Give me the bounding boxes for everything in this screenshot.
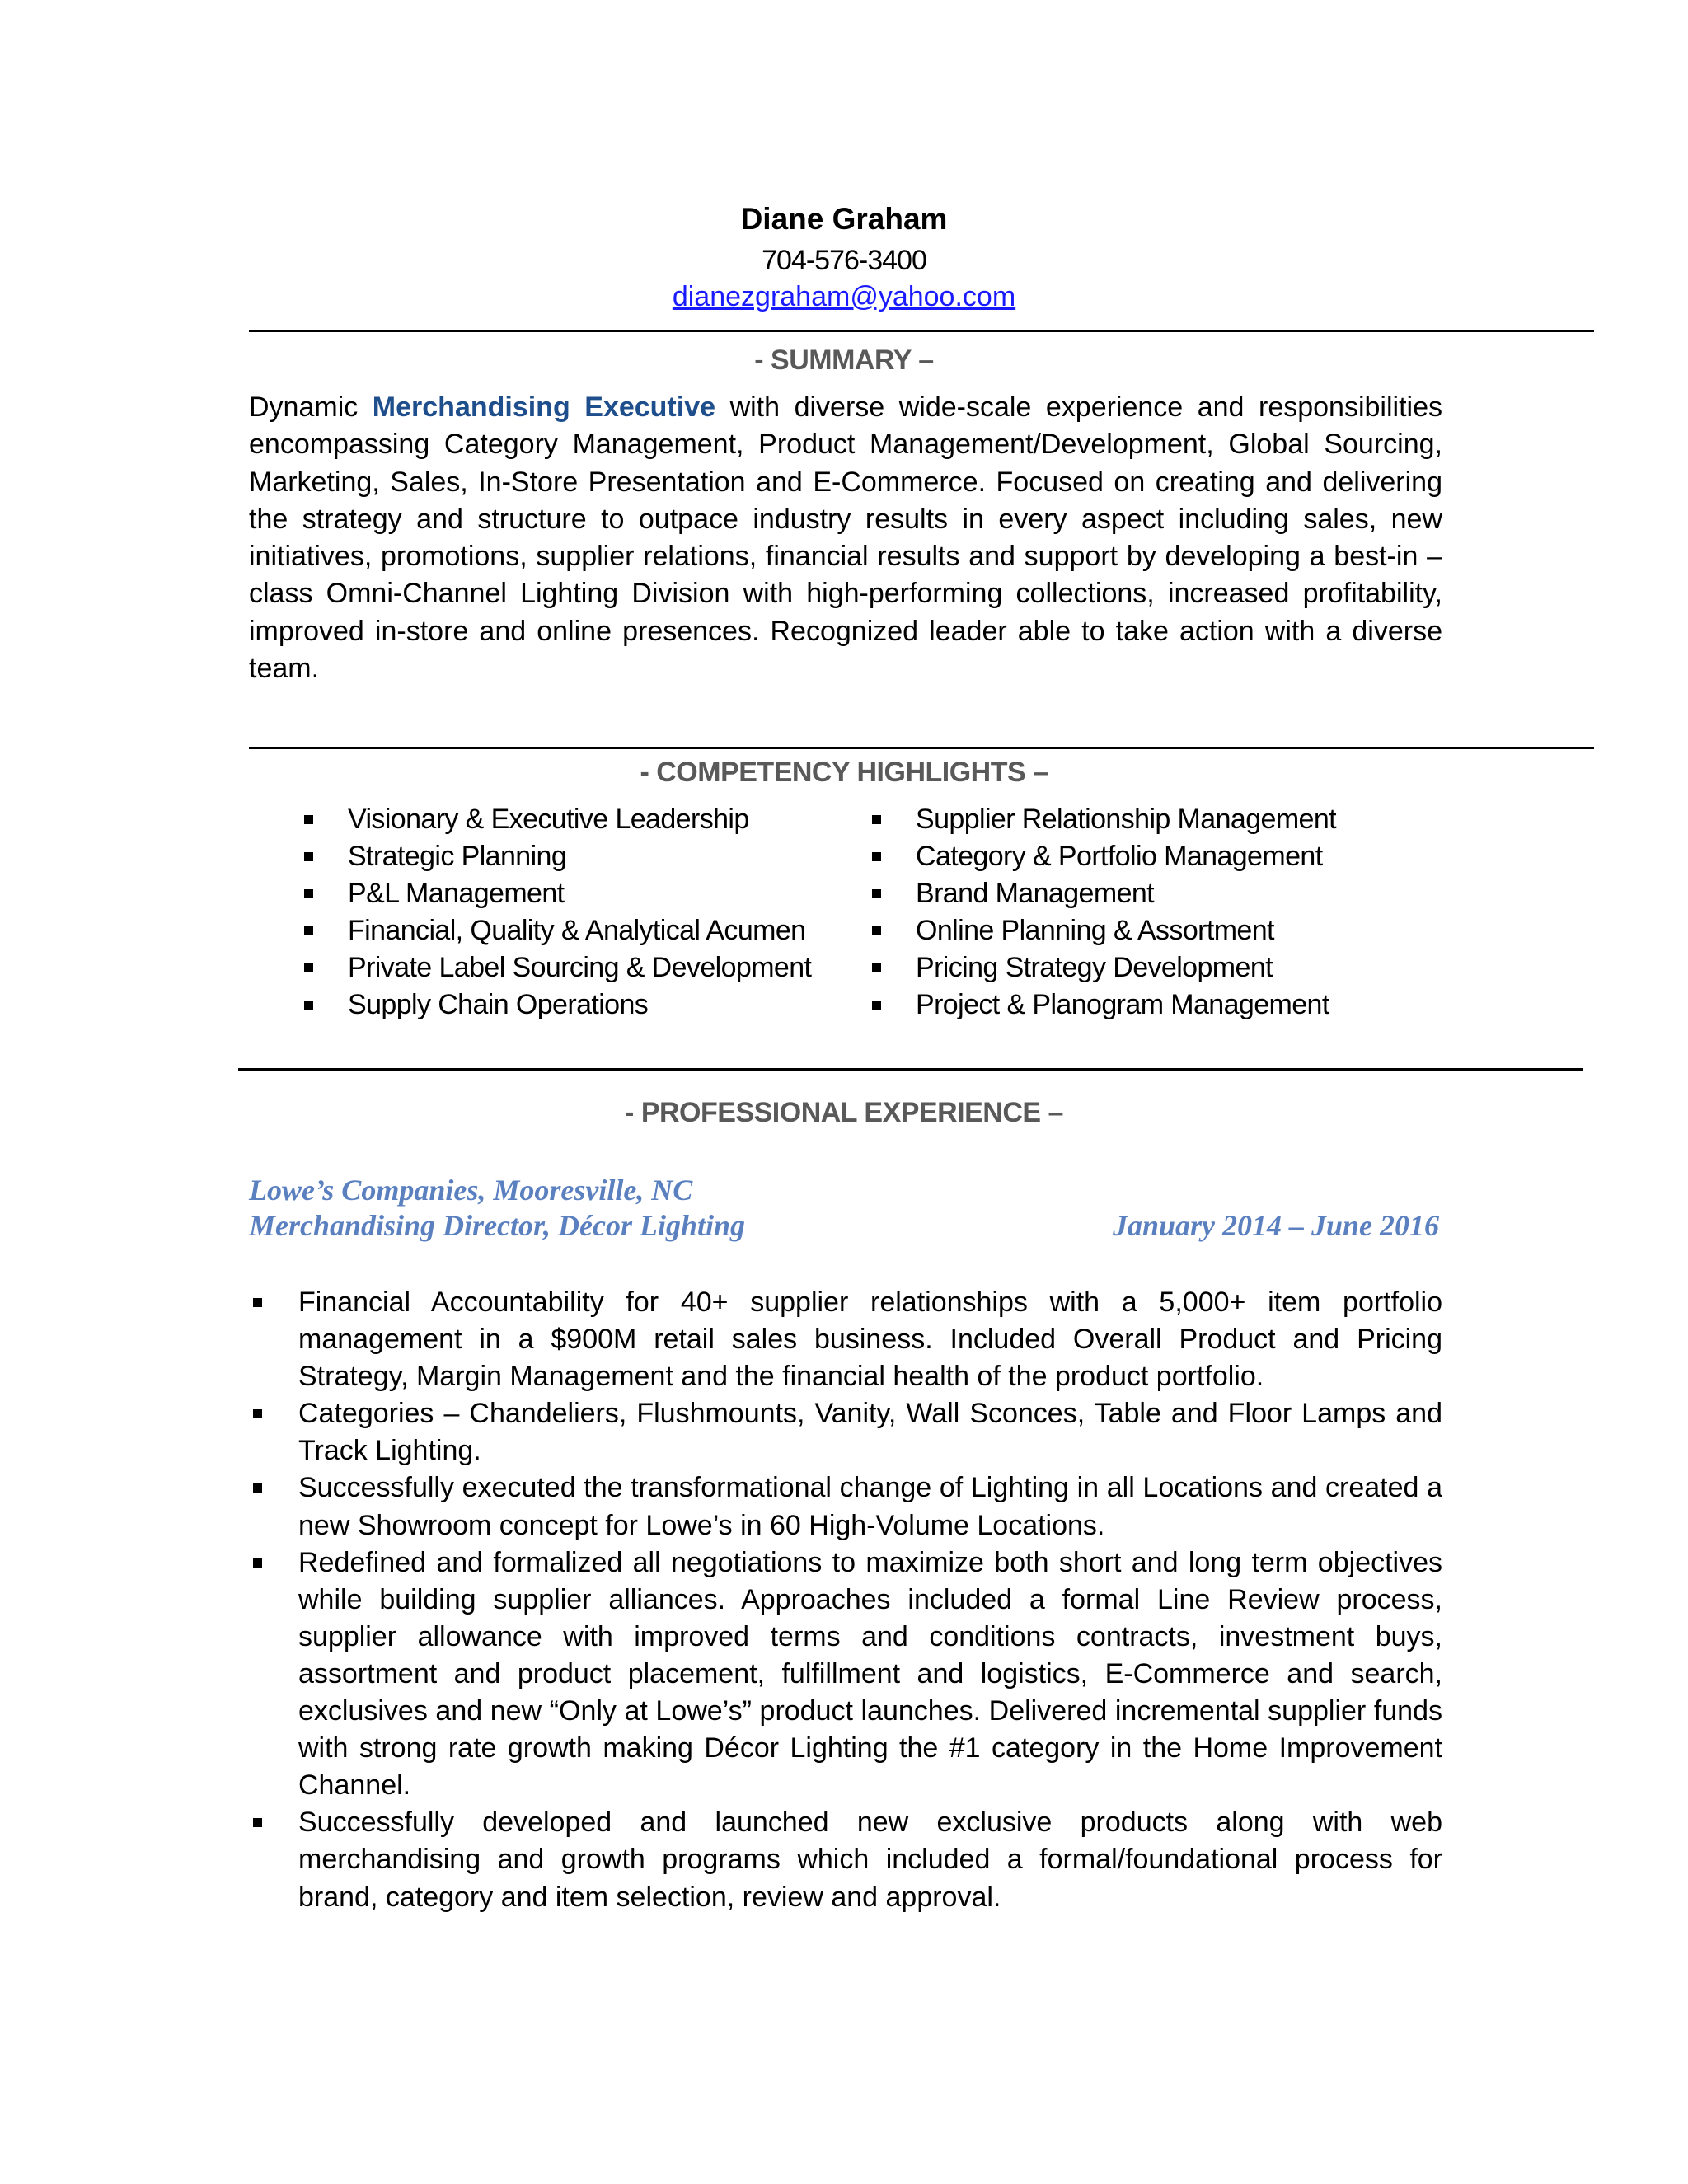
experience-bullets <box>249 1284 1442 1916</box>
list-item: P&L Management <box>301 875 811 912</box>
list-item: Category & Portfolio Management <box>869 838 1336 875</box>
list-item: Supplier Relationship Management <box>869 801 1336 838</box>
email-link[interactable]: dianezgraham@yahoo.com <box>672 281 1016 312</box>
list-item: Strategic Planning <box>301 838 811 875</box>
list-item: Categories – Chandeliers, Flushmounts, Vanity, Wall Sconces, Table and Floor Lamps and Track Lighting. <box>249 1395 1442 1469</box>
job-title: Merchandising Director, Décor Lighting <box>249 1209 746 1242</box>
square-bullet-icon <box>253 1298 262 1307</box>
list-item: Private Label Sourcing & Development <box>301 949 811 987</box>
square-bullet-icon <box>872 963 881 972</box>
list-item: Successfully executed the transformational change of Lighting in all Locations and created a new Showroom concept for Lowe’s in 60 High-Volume Locations. <box>249 1469 1442 1544</box>
phone-number: 704-576-3400 <box>762 245 926 276</box>
competency-heading: - COMPETENCY HIGHLIGHTS – <box>640 757 1048 788</box>
square-bullet-icon <box>304 926 313 935</box>
divider-competency <box>238 1068 1583 1071</box>
competency-list-right <box>869 801 1336 1024</box>
square-bullet-icon <box>872 926 881 935</box>
list-item: Financial Accountability for 40+ supplier relationships with a 5,000+ item portfolio management in a $900M retail sales business. Included Overall Product and Pricing Strategy, Margin Management and the financial health of the product portfolio. <box>249 1284 1442 1395</box>
square-bullet-icon <box>253 1558 262 1568</box>
employment-dates: January 2014 – June 2016 <box>1112 1209 1439 1242</box>
divider-top <box>249 330 1594 332</box>
square-bullet-icon <box>253 1483 262 1493</box>
experience-heading: - PROFESSIONAL EXPERIENCE – <box>625 1097 1063 1128</box>
square-bullet-icon <box>872 1001 881 1010</box>
square-bullet-icon <box>304 852 313 861</box>
list-item: Brand Management <box>869 875 1336 912</box>
square-bullet-icon <box>253 1409 262 1418</box>
competency-list-left <box>301 801 811 1024</box>
list-item: Redefined and formalized all negotiations to maximize both short and long term objectives while building supplier alliances. Approaches included a formal Line Review process, supplier allowance with improved terms and conditions contracts, investment buys, assortment and product placement, fulfillment and logistics, E-Commerce and search, exclusives and new “Only at Lowe’s” product launches. Delivered incremental supplier funds with strong rate growth making Décor Lighting the #1 category in the Home Improvement Channel. <box>249 1544 1442 1805</box>
divider-summary <box>249 747 1594 749</box>
square-bullet-icon <box>872 852 881 861</box>
contact-header <box>0 196 1688 315</box>
square-bullet-icon <box>304 963 313 972</box>
summary-heading: - SUMMARY – <box>754 344 934 376</box>
list-item: Supply Chain Operations <box>301 987 811 1024</box>
square-bullet-icon <box>253 1818 262 1827</box>
list-item: Pricing Strategy Development <box>869 949 1336 987</box>
square-bullet-icon <box>304 815 313 824</box>
square-bullet-icon <box>304 1001 313 1010</box>
list-item: Project & Planogram Management <box>869 987 1336 1024</box>
company-name: Lowe’s Companies, Mooresville, NC <box>249 1174 693 1207</box>
summary-body: with diverse wide-scale experience and responsibilities encompassing Category Management, Product Management/Development, Global Sourcing, Marketing, Sales, In-Store Presentation and E-Commerce. Focused on creating and delivering the strategy and structure to outpace industry results in every aspect including sales, new initiatives, promotions, supplier relations, financial results and support by developing a best-in – class Omni-Channel Lighting Division with high-performing collections, increased profitability, improved in-store and online presences. Recognized leader able to take action with a diverse team. <box>249 391 1442 685</box>
candidate-name: Diane Graham <box>740 202 948 236</box>
list-item: Financial, Quality & Analytical Acumen <box>301 912 811 949</box>
summary-paragraph <box>249 389 1442 687</box>
list-item: Online Planning & Assortment <box>869 912 1336 949</box>
list-item: Successfully developed and launched new exclusive products along with web merchandising and growth programs which included a formal/foundational process for brand, category and item selection, review and approval. <box>249 1804 1442 1915</box>
square-bullet-icon <box>872 889 881 898</box>
list-item: Visionary & Executive Leadership <box>301 801 811 838</box>
square-bullet-icon <box>872 815 881 824</box>
summary-intro: Dynamic <box>249 391 373 423</box>
square-bullet-icon <box>304 889 313 898</box>
summary-highlight: Merchandising Executive <box>372 391 716 423</box>
